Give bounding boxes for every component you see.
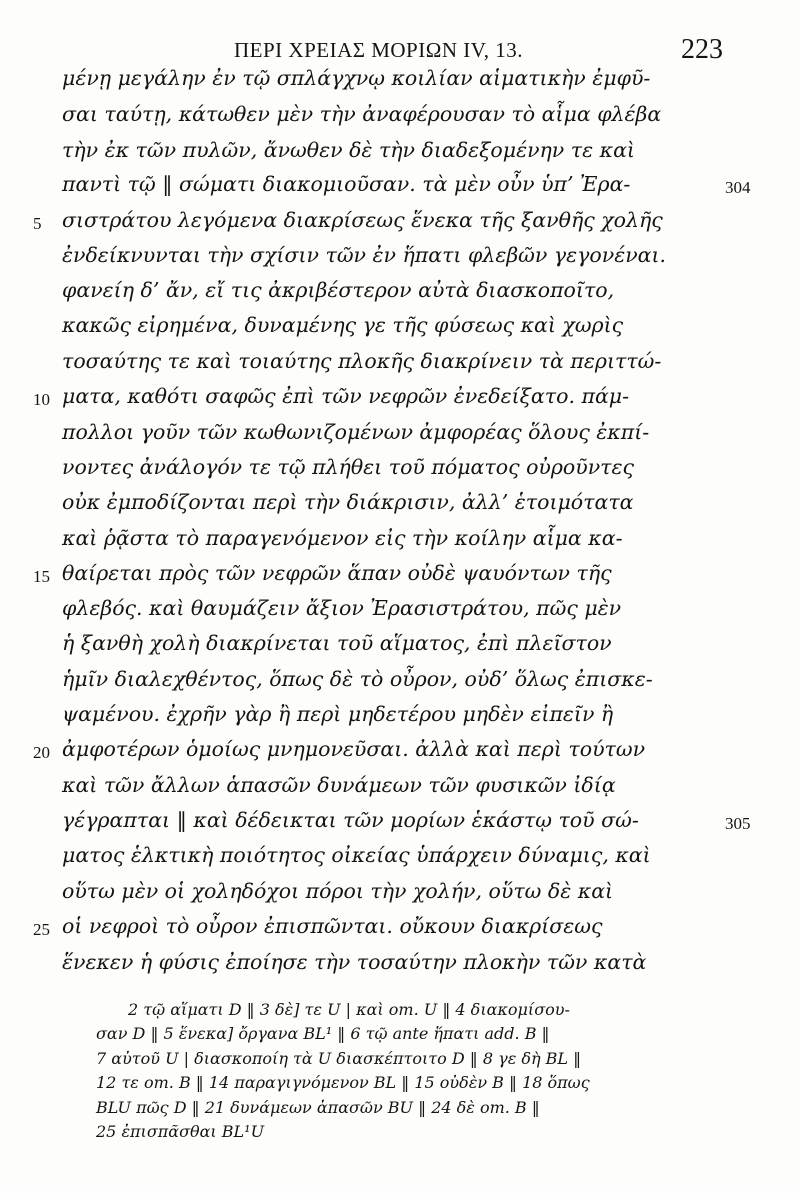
apparatus-line-6: 25 ἐπισπᾶσθαι BL¹U: [96, 1122, 265, 1141]
line-number-15: 15: [33, 567, 50, 586]
text-line-21: καὶ τῶν ἄλλων ἁπασῶν δυνάμεων τῶν φυσικῶν ἰδίᾳ: [62, 773, 616, 797]
text-line-20: ἀμφοτέρων ὁμοίως μνημονεῦσαι. ἀλλὰ καὶ περὶ τούτων: [62, 737, 646, 761]
text-line-8: κακῶς εἰρημένα, δυναμένης γε τῆς φύσεως καὶ χωρὶς: [62, 313, 624, 337]
text-line-14: καὶ ῥᾷστα τὸ παραγενόμενον εἰς τὴν κοίλην αἷμα κα-: [62, 526, 623, 550]
apparatus-line-5: BLU πῶς D ‖ 21 δυνάμεων ἁπασῶν BU ‖ 24 δὲ om. B ‖: [96, 1098, 540, 1117]
line-number-25: 25: [33, 920, 50, 939]
text-line-6: ἐνδείκνυνται τὴν σχίσιν τῶν ἐν ἥπατι φλεβῶν γεγονέναι.: [62, 243, 667, 267]
text-line-12: νοντες ἀνάλογόν τε τῷ πλήθει τοῦ πόματος οὐροῦντες: [62, 455, 635, 479]
text-line-11: πολλοι γοῦν τῶν κωθωνιζομένων ἀμφορέας ὅλους ἐκπί-: [62, 420, 650, 444]
text-line-15: θαίρεται πρὸς τῶν νεφρῶν ἅπαν οὐδὲ ψαυόντων τῆς: [62, 561, 612, 585]
text-line-17: ἡ ξανθὴ χολὴ διακρίνεται τοῦ αἵματος, ἐπὶ πλεῖστον: [62, 631, 612, 655]
apparatus-line-2: σαν D ‖ 5 ἕνεκα] ὄργανα BL¹ ‖ 6 τῷ ante ἥπατι add. B ‖: [96, 1024, 550, 1043]
apparatus-line-4: 12 τε om. B ‖ 14 παραγιγνόμενον BL ‖ 15 οὐδὲν B ‖ 18 ὅπως: [96, 1073, 590, 1092]
apparatus-line-1: 2 τῷ αἵματι D ‖ 3 δὲ] τε U | καὶ om. U ‖ 4 διακομίσου-: [128, 1000, 570, 1019]
text-line-13: οὐκ ἐμποδίζονται περὶ τὴν διάκρισιν, ἀλλ’ ἑτοιμότατα: [62, 490, 634, 514]
apparatus-line-3: 7 αὐτοῦ U | διασκοποίη τὰ U διασκέπτοιτο D ‖ 8 γε δὴ BL ‖: [96, 1049, 582, 1068]
margin-reference-304: 304: [725, 178, 751, 197]
line-number-20: 20: [33, 743, 50, 762]
text-line-18: ἡμῖν διαλεχθέντος, ὅπως δὲ τὸ οὖρον, οὐδ’ ὅλως ἐπισκε-: [62, 667, 653, 691]
text-line-19: ψαμένου. ἐχρῆν γὰρ ἢ περὶ μηδετέρου μηδὲν εἰπεῖν ἢ: [62, 702, 614, 726]
running-header: ΠΕΡΙ ΧΡΕΙΑΣ ΜΟΡΙΩΝ IV, 13.: [234, 38, 523, 62]
text-line-26: ἕνεκεν ἡ φύσις ἐποίησε τὴν τοσαύτην πλοκὴν τῶν κατὰ: [62, 950, 647, 974]
text-line-7: φανείη δ’ ἄν, εἴ τις ἀκριβέστερον αὐτὰ διασκοποῖτο,: [62, 278, 615, 302]
text-line-5: σιστράτου λεγόμενα διακρίσεως ἕνεκα τῆς ξανθῆς χολῆς: [62, 208, 663, 232]
text-line-25: οἱ νεφροὶ τὸ οὖρον ἐπισπῶνται. οὔκουν διακρίσεως: [62, 914, 603, 938]
text-line-10: ματα, καθότι σαφῶς ἐπὶ τῶν νεφρῶν ἐνεδείξατο. πάμ-: [62, 384, 630, 408]
text-line-2: σαι ταύτῃ, κάτωθεν μὲν τὴν ἀναφέρουσαν τὸ αἷμα φλέβα: [62, 102, 662, 126]
line-number-5: 5: [33, 214, 42, 233]
text-line-16: φλεβός. καὶ θαυμάζειν ἄξιον Ἐρασιστράτου, πῶς μὲν: [62, 596, 622, 620]
text-line-4: παντὶ τῷ ‖ σώματι διακομιοῦσαν. τὰ μὲν οὖν ὑπ’ Ἐρα-: [62, 172, 631, 196]
text-line-23: ματος ἑλκτικὴ ποιότητος οἰκείας ὑπάρχειν δύναμις, καὶ: [62, 843, 651, 867]
text-line-24: οὕτω μὲν οἱ χοληδόχοι πόροι τὴν χολήν, οὕτω δὲ καὶ: [62, 879, 614, 903]
page-number: 223: [681, 34, 723, 65]
text-line-22: γέγραπται ‖ καὶ δέδεικται τῶν μορίων ἑκάστῳ τοῦ σώ-: [62, 808, 639, 832]
text-line-1: μένῃ μεγάλην ἐν τῷ σπλάγχνῳ κοιλίαν αἱματικὴν ἐμφῦ-: [62, 66, 651, 90]
text-line-3: τὴν ἐκ τῶν πυλῶν, ἄνωθεν δὲ τὴν διαδεξομένην τε καὶ: [62, 138, 635, 162]
text-line-9: τοσαύτης τε καὶ τοιαύτης πλοκῆς διακρίνειν τὰ περιττώ-: [62, 349, 662, 373]
margin-reference-305: 305: [725, 814, 751, 833]
line-number-10: 10: [33, 390, 50, 409]
